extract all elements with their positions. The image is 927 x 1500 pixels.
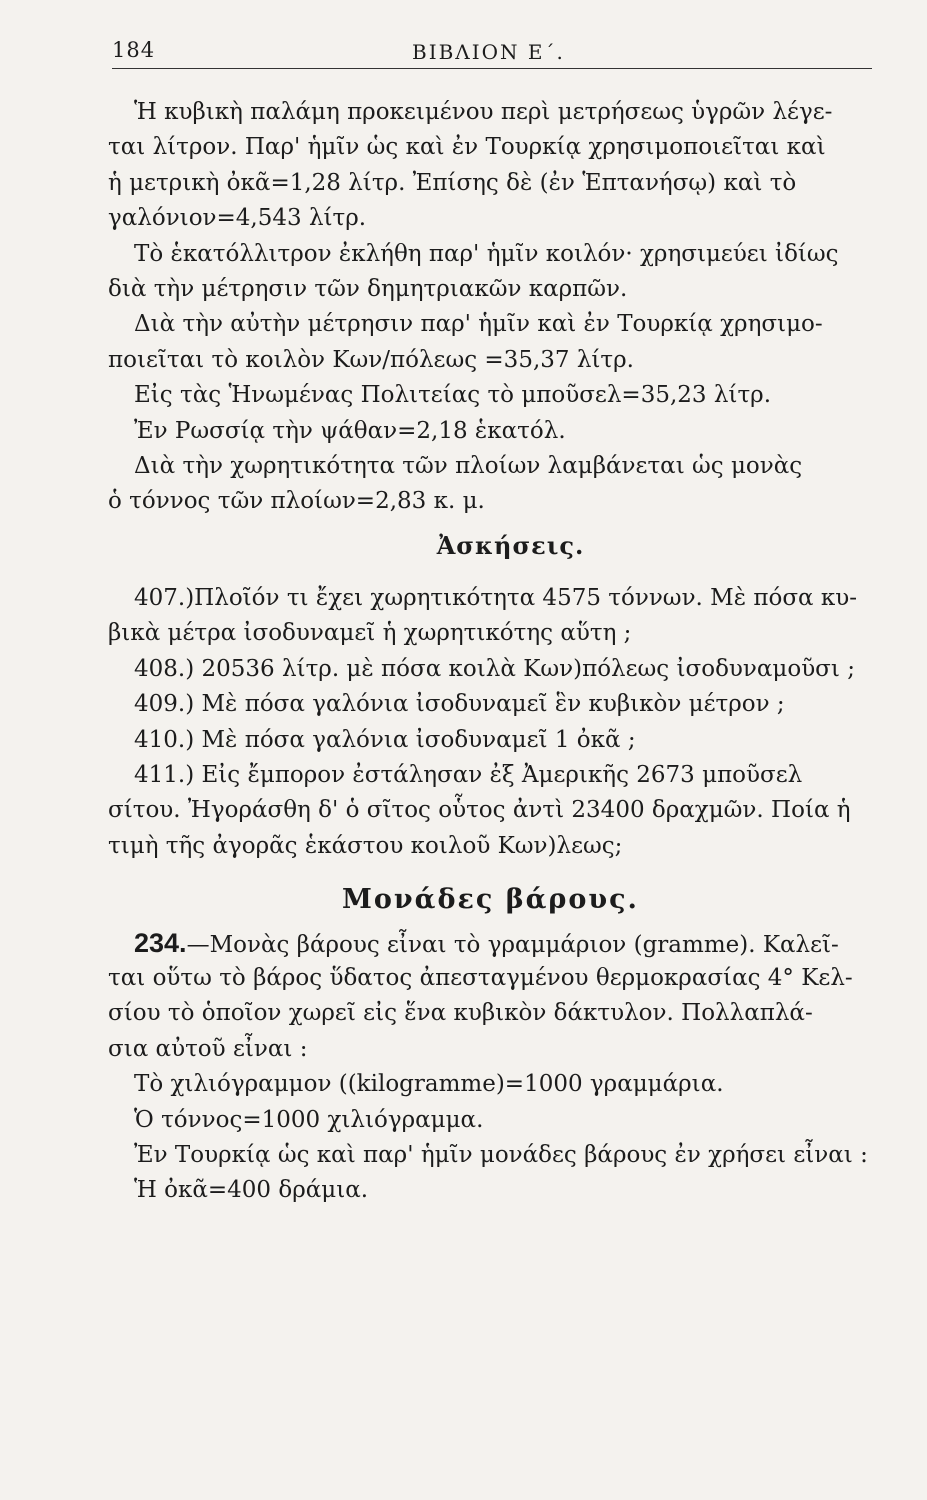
body-text (108, 95, 873, 1209)
section-text: —Μονὰς βάρους εἶναι τὸ γραμμάριον (gramme). Καλεῖ- (186, 931, 839, 958)
running-head: ΒΙΒΛΙΟΝ Ε΄. (412, 40, 565, 64)
heading-exercises: Ἀσκήσεις. (436, 530, 585, 560)
text-line: Ἡ κυβικὴ παλάμη προκειμένου περὶ μετρήσεως ὑγρῶν λέγε- (134, 99, 833, 125)
text-line: Διὰ τὴν χωρητικότητα τῶν πλοίων λαμβάνεται ὡς μονὰς (134, 452, 803, 479)
text-line: γαλόνιον=4,543 λίτρ. (108, 205, 367, 232)
text-line: Ἡ ὀκᾶ=400 δράμια. (134, 1177, 369, 1204)
text-line: Τὸ χιλιόγραμμον ((kilogramme)=1000 γραμμάρια. (134, 1071, 724, 1098)
text-line: Διὰ τὴν αὐτὴν μέτρησιν παρ' ἡμῖν καὶ ἐν Τουρκίᾳ χρησιμο- (134, 311, 823, 338)
exercise-line: τιμὴ τῆς ἀγορᾶς ἑκάστου κοιλοῦ Κων)λεως; (108, 832, 623, 859)
text-line: Τὸ ἑκατόλλιτρον ἐκλήθη παρ' ἡμῖν κοιλόν· χρησιμεύει ἰδίως (134, 240, 839, 267)
section-line (108, 926, 873, 961)
exercise-line: 411.) Εἰς ἔμπορον ἐστάλησαν ἐξ Ἀμερικῆς 2673 μποῦσελ (134, 762, 803, 789)
text-line: σια αὐτοῦ εἶναι : (108, 1035, 308, 1062)
exercise-line: 407.)Πλοῖόν τι ἔχει χωρητικότητα 4575 τόννων. Μὲ πόσα κυ- (134, 585, 858, 612)
page-header (112, 34, 872, 69)
text-line: Ὁ τόννος=1000 χιλιόγραμμα. (134, 1106, 484, 1133)
text-line: ται λίτρον. Παρ' ἡμῖν ὡς καὶ ἐν Τουρκίᾳ χρησιμοποιεῖται καὶ (108, 134, 826, 161)
heading-weight-units: Μονάδες βάρους. (342, 884, 639, 916)
text-line: Ἐν Τουρκίᾳ ὡς καὶ παρ' ἡμῖν μονάδες βάρους ἐν χρήσει εἶναι : (134, 1141, 868, 1168)
text-line: ἡ μετρικὴ ὀκᾶ=1,28 λίτρ. Ἐπίσης δὲ (ἐν Ἑπτανήσῳ) καὶ τὸ (108, 169, 797, 196)
section-number: 234. (134, 927, 187, 958)
exercise-line: 410.) Μὲ πόσα γαλόνια ἰσοδυναμεῖ 1 ὀκᾶ ; (134, 726, 636, 753)
exercise-line: σίτου. Ἠγοράσθη δ' ὁ σῖτος οὗτος ἀντὶ 23400 δραχμῶν. Ποία ἡ (108, 797, 851, 824)
text-line: σίου τὸ ὁποῖον χωρεῖ εἰς ἕνα κυβικὸν δάκτυλον. Πολλαπλά- (108, 1000, 813, 1027)
text-line: Εἰς τὰς Ἡνωμένας Πολιτείας τὸ μποῦσελ=35,23 λίτρ. (134, 382, 772, 409)
exercise-line: βικὰ μέτρα ἰσοδυναμεῖ ἡ χωρητικότης αὕτη ; (108, 620, 632, 647)
page-number: 184 (112, 38, 156, 62)
text-line: ποιεῖται τὸ κοιλὸν Κων/πόλεως =35,37 λίτρ. (108, 346, 634, 373)
exercise-line: 408.) 20536 λίτρ. μὲ πόσα κοιλὰ Κων)πόλεως ἰσοδυναμοῦσι ; (134, 655, 855, 682)
text-line: ὁ τόννος τῶν πλοίων=2,83 κ. μ. (108, 488, 485, 515)
text-line: ται οὕτω τὸ βάρος ὕδατος ἀπεσταγμένου θερμοκρασίας 4° Κελ- (108, 964, 853, 991)
text-line: Ἐν Ρωσσίᾳ τὴν ψάθαν=2,18 ἑκατόλ. (134, 417, 566, 444)
text-line: διὰ τὴν μέτρησιν τῶν δημητριακῶν καρπῶν. (108, 275, 628, 302)
exercise-line: 409.) Μὲ πόσα γαλόνια ἰσοδυναμεῖ ἓν κυβικὸν μέτρον ; (134, 691, 785, 718)
